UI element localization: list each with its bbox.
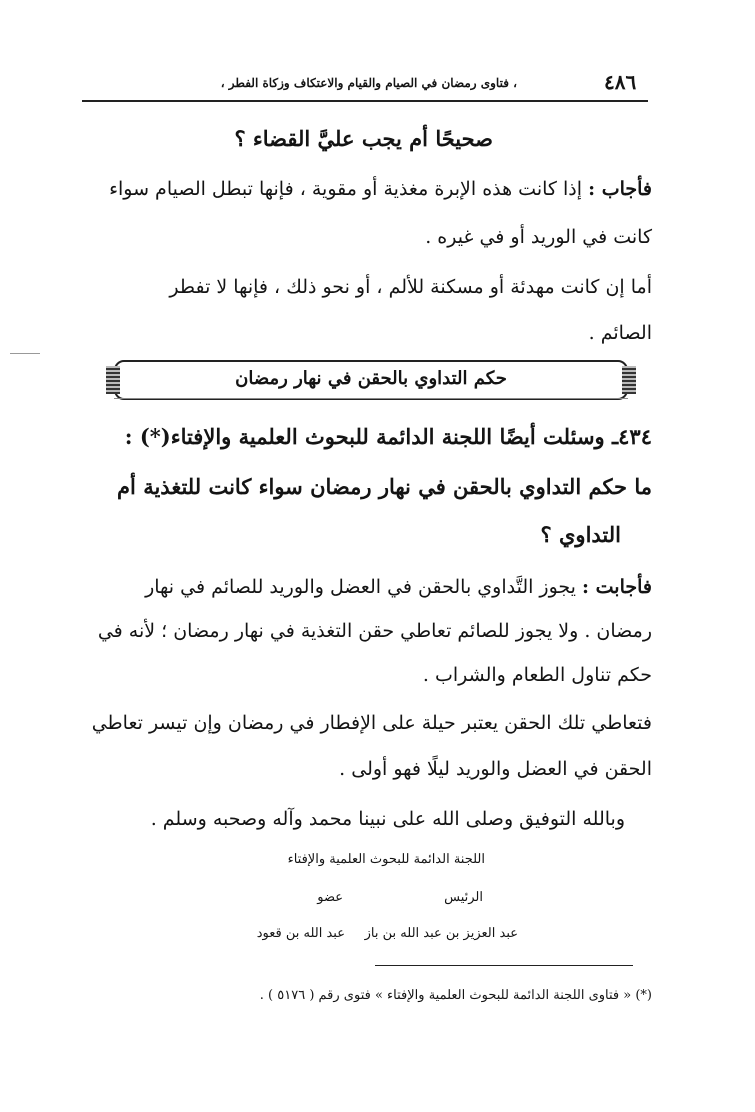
answer-2-label: فأجابت :	[582, 576, 652, 598]
running-header-title: ، فتاوى رمضان في الصيام والقيام والاعتكاف وزكاة الفطر ،	[220, 76, 517, 90]
closing-line: وبالله التوفيق وصلى الله على نبينا محمد وآله وصحبه وسلم .	[150, 808, 625, 830]
member-name: عبد الله بن قعود	[256, 926, 345, 941]
paragraph-4-line-1: فتعاطي تلك الحقن يعتبر حيلة على الإفطار في رمضان وإن تيسر تعاطي	[91, 712, 652, 734]
answer-2-text: يجوز التَّداوي بالحقن في العضل والوريد للصائم في نهار	[145, 576, 576, 598]
paragraph-2-line-1: أما إن كانت مهدئة أو مسكنة للألم ، أو نحو ذلك ، فإنها لا تفطر	[169, 276, 652, 298]
answer-1-line-2: كانت في الوريد أو في غيره .	[425, 226, 652, 248]
header-rule	[82, 100, 648, 102]
banner-underline	[114, 398, 628, 399]
footnote-rule	[375, 965, 633, 966]
paragraph-4-line-2: الحقن في العضل والوريد ليلًا فهو أولى .	[339, 758, 652, 780]
answer-1-line-1	[109, 178, 652, 200]
member-title: عضو	[317, 890, 343, 905]
answer-2-line-1	[145, 576, 652, 598]
question-continuation: صحيحًا أم يجب عليَّ القضاء ؟	[234, 126, 493, 151]
question-434-line-1: ما حكم التداوي بالحقن في نهار رمضان سواء كانت للتغذية أم	[117, 474, 652, 499]
answer-1-label: فأجاب :	[588, 178, 652, 200]
section-banner	[114, 360, 628, 400]
president-name: عبد العزيز بن عبد الله بن باز	[364, 926, 518, 941]
answer-2-line-2: رمضان . ولا يجوز للصائم تعاطي حقن التغذية في نهار رمضان ؛ لأنه في	[97, 620, 652, 642]
president-title: الرئيس	[444, 890, 483, 905]
question-434-heading: ٤٣٤ـ وسئلت أيضًا اللجنة الدائمة للبحوث العلمية والإفتاء(*) :	[124, 424, 652, 449]
section-title: حكم التداوي بالحقن في نهار رمضان	[235, 368, 507, 389]
page-number: ٤٨٦	[604, 70, 637, 94]
footnote: (*) « فتاوى اللجنة الدائمة للبحوث العلمية والإفتاء » فتوى رقم ( ٥١٧٦ ) .	[259, 988, 652, 1003]
question-434-line-2: التداوي ؟	[540, 522, 621, 547]
margin-mark	[10, 353, 40, 354]
paragraph-2-line-2: الصائم .	[588, 322, 652, 344]
committee-name: اللجنة الدائمة للبحوث العلمية والإفتاء	[287, 852, 485, 867]
answer-2-line-3: حكم تناول الطعام والشراب .	[422, 664, 652, 686]
answer-1-text: إذا كانت هذه الإبرة مغذية أو مقوية ، فإنها تبطل الصيام سواء	[109, 178, 583, 200]
